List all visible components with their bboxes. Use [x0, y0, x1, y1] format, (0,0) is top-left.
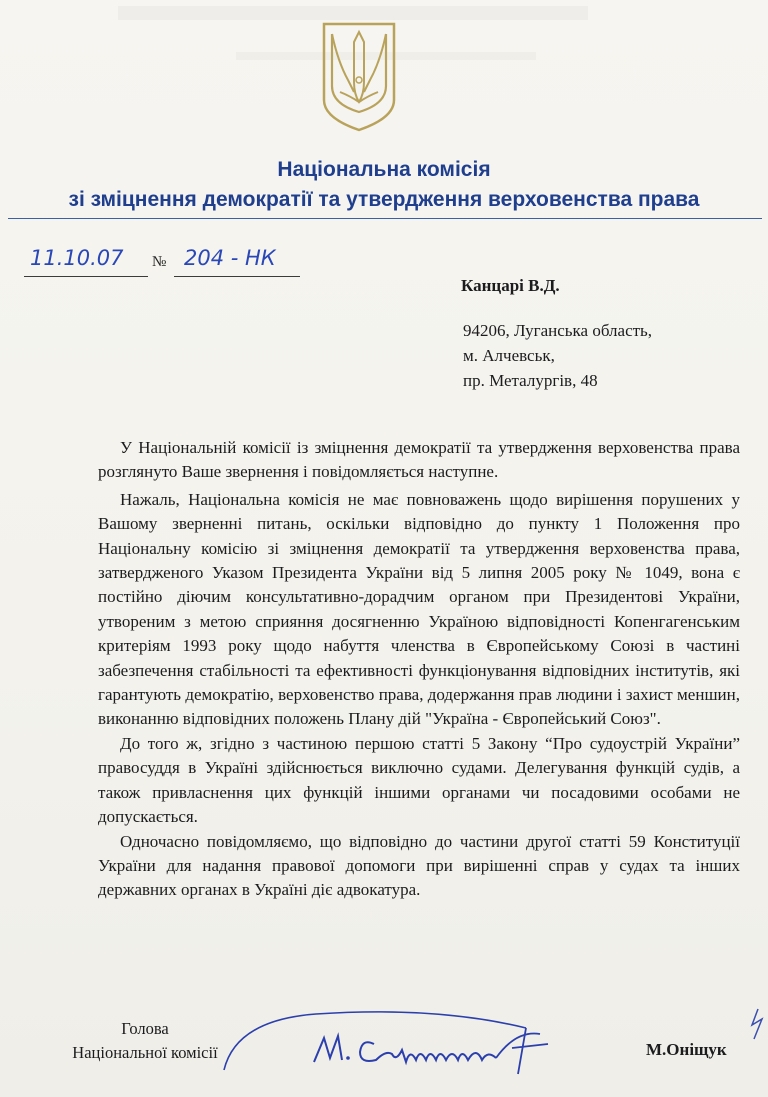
number-sign: № — [152, 254, 167, 270]
body-paragraph: Нажаль, Національна комісія не має повноважень щодо вирішення порушених у Вашому зверненні питань, оскільки відповідно до пункту 1 Положення про Національну комісію зі зміцнення демократії та утвердження верховенства права, затвердженого Указом Президента України від 5 липня 2005 року № 1049, вона є постійно діючим консультативно-дорадчим органом при Президентові України, утвореним з метою сприяння досягненню Україною відповідності Копенгагенським критеріям 1993 року щодо набуття членства в Європейському Союзі в частині забезпечення стабільності та ефективності функціонування відповідних інститутів, які гарантують демократію, верховенство права, додержання прав людини і захист меншин, виконанню відповідних положень Плану дій "Україна - Європейський Союз". — [98, 489, 740, 729]
body-paragraph: До того ж, згідно з частиною першою статті 5 Закону “Про судоустрій України” правосуддя в Україні здійснюється виключно судами. Делегування функцій судів, а також привласнення цих функцій іншими органами чи посадовими особами не допускається. — [98, 733, 740, 827]
handwritten-signature — [196, 1000, 576, 1085]
letterhead-divider — [8, 218, 762, 219]
trident-emblem-icon — [320, 22, 398, 132]
recipient-address — [463, 318, 652, 393]
recipient-name: Канцарі В.Д. — [461, 276, 560, 295]
date-underline — [24, 276, 148, 277]
signer-role-line-2: Національної комісії — [72, 1043, 218, 1062]
address-line: м. Алчевськ, — [463, 346, 555, 365]
edge-scribble — [742, 1005, 768, 1045]
registration-number: 204 - НК — [184, 246, 276, 270]
number-underline — [174, 276, 300, 277]
body-paragraph: Одночасно повідомляємо, що відповідно до частини другої статті 59 Конституції України для надання правової допомоги при вирішенні справ у судах та інших державних органах в Україні діє адвокатура. — [98, 831, 740, 900]
org-name-line-2: зі зміцнення демократії та утвердження верховенства права — [68, 188, 700, 211]
org-name-line-1: Національна комісія — [277, 158, 491, 181]
letter-body — [98, 436, 740, 903]
address-line: 94206, Луганська область, — [463, 321, 653, 340]
body-paragraph: У Національній комісії із зміцнення демократії та утвердження верховенства права розглянуто Ваше звернення і повідомляється наступне. — [98, 438, 740, 482]
signer-name: М.Оніщук — [646, 1040, 727, 1059]
registration-date: 11.10.07 — [30, 246, 124, 270]
signer-role-line-1: Голова — [121, 1019, 169, 1038]
address-line: пр. Металургів, 48 — [463, 371, 598, 390]
